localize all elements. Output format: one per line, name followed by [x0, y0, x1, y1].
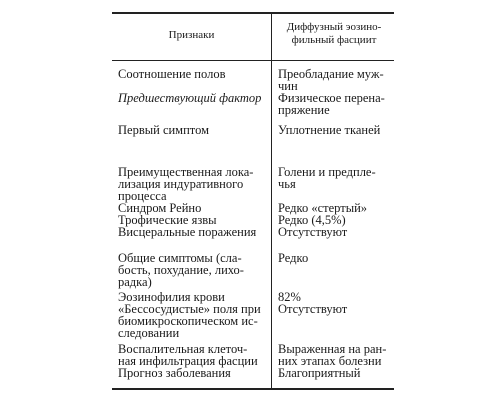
table-bottom-rule — [112, 388, 394, 390]
column-header-disease — [274, 21, 394, 47]
row-11-sign-line-1: Воспалительная клеточ- — [118, 342, 248, 356]
row-11-sign-line-2: ная инфильтрация фасции — [118, 354, 258, 368]
row-4-sign-line-3: процесса — [118, 189, 167, 203]
table-header-rule — [112, 60, 394, 61]
row-4-value-line-2: чья — [278, 177, 296, 191]
table-top-rule — [112, 12, 394, 14]
row-11-value-line-1: Выраженная на ран- — [278, 342, 387, 356]
row-6-value-line-1: Редко (4,5%) — [278, 213, 346, 227]
row-10-sign-line-1: «Бессосудистые» поля при — [118, 302, 261, 316]
column-header-signs: Признаки — [168, 29, 215, 41]
row-11-value-line-2: них этапах болезни — [278, 354, 382, 368]
row-10-sign-line-3: следовании — [118, 326, 180, 340]
row-5-value-line-1: Редко «стертый» — [278, 201, 368, 215]
row-12-value-line-1: Благоприятный — [278, 366, 361, 380]
row-12-sign-line-1: Прогноз заболевания — [118, 366, 231, 380]
row-5-sign-line-1: Синдром Рейно — [118, 201, 202, 215]
row-4-sign-line-2: лизация индуративного — [118, 177, 244, 191]
column-header-disease-line1: Диффузный эозино- — [286, 21, 382, 33]
row-7-sign-line-1: Висцеральные поражения — [118, 225, 257, 239]
row-10-sign-line-2: биомикроскопическом ис- — [118, 314, 258, 328]
row-9-sign-line-1: Эозинофилия крови — [118, 290, 225, 304]
row-7-value-line-1: Отсутствуют — [278, 225, 348, 239]
row-1-value-line-2: чин — [278, 79, 298, 93]
table-column-divider — [271, 12, 272, 388]
row-4-sign-line-1: Преимущественная лока- — [118, 165, 254, 179]
row-8-sign-line-3: радка) — [118, 275, 152, 289]
row-1-sign-line-1: Соотношение полов — [118, 67, 226, 81]
row-3-sign-line-1: Первый симптом — [118, 123, 209, 137]
column-header-disease-line2: фильный фасциит — [291, 34, 377, 46]
row-4-value-line-1: Голени и предплe- — [278, 165, 376, 179]
row-6-sign-line-1: Трофические язвы — [118, 213, 217, 227]
row-8-sign-line-2: бость, похудание, лихо- — [118, 263, 244, 277]
row-2-value-line-2: пряжение — [278, 103, 330, 117]
row-9-value-line-1: 82% — [278, 290, 301, 304]
row-8-sign-line-1: Общие симптомы (сла- — [118, 251, 242, 265]
row-10-value-line-1: Отсутствуют — [278, 302, 348, 316]
row-8-value-line-1: Редко — [278, 251, 309, 265]
row-2-value-line-1: Физическое перена- — [278, 91, 385, 105]
row-3-value-line-1: Уплотнение тканей — [278, 123, 381, 137]
row-2-sign-line-1: Предшествующий фактор — [118, 91, 262, 105]
row-1-value-line-1: Преобладание муж- — [278, 67, 384, 81]
